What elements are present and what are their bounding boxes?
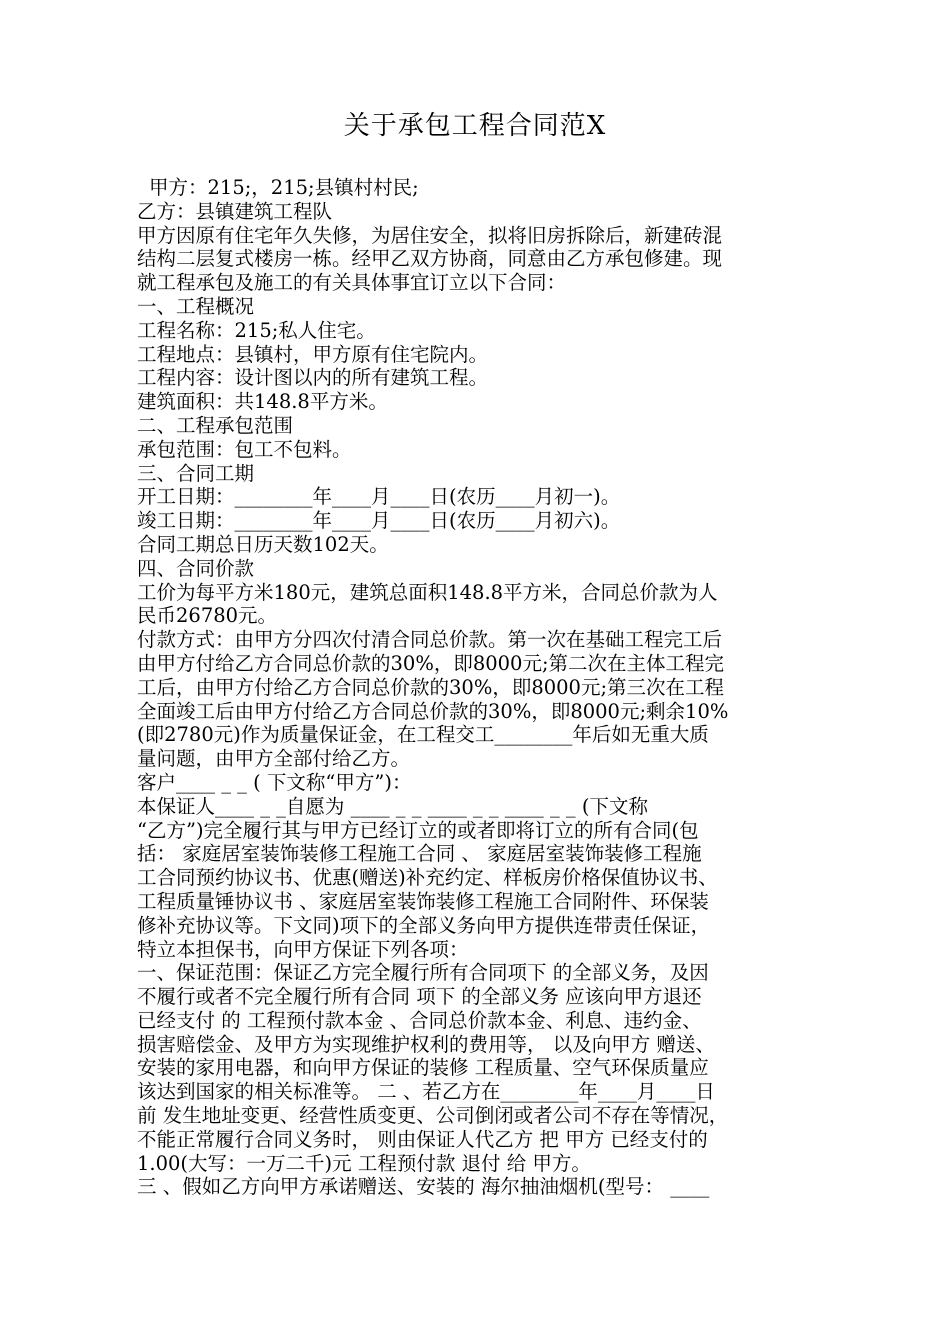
text-line: 1.00(大写：一万二千)元 工程预付款 退付 给 甲方。 (137, 1151, 591, 1175)
text-line: 工程质量锤协议书 、家庭居室装饰装修工程施工合同附件、环保装 (137, 889, 709, 913)
text-line: 民币26780元。 (137, 604, 278, 628)
text-line: 二、工程承包范围 (137, 413, 294, 437)
text-line: 本保证人____ _ _自愿为 ____ _ _ ____ _ _ ____ _ _ (下文称 (137, 794, 648, 818)
text-line: 竣工日期：________年____月____日(农历____月初六)。 (137, 509, 621, 533)
text-line: 工程名称：215;私人住宅。 (137, 318, 376, 342)
text-line: 括： 家庭居室装饰装修工程施工合同 、 家庭居室装饰装修工程施 (137, 842, 702, 866)
text-line: 不履行或者不完全履行所有合同 项下 的全部义务 应该向甲方退还 (137, 985, 702, 1009)
text-line: 工后，由甲方付给乙方合同总价款的30%，即8000元;第三次在工程 (137, 675, 725, 699)
text-line: 工程内容：设计图以内的所有建筑工程。 (137, 366, 489, 390)
text-line: 损害赔偿金、及甲方为实现维护权利的费用等， 以及向甲方 赠送、 (137, 1032, 715, 1056)
text-line: 乙方：县镇建筑工程队 (137, 199, 333, 223)
text-line: 量问题，由甲方全部付给乙方。 (137, 747, 411, 771)
text-line: 不能正常履行合同义务时， 则由保证人代乙方 把 甲方 已经支付的 (137, 1127, 708, 1151)
text-line: 三 、假如乙方向甲方承诺赠送、安装的 海尔抽油烟机(型号： ____ (137, 1175, 710, 1199)
text-line: 客户____ _ _ ( 下文称“甲方”)： (137, 770, 412, 794)
text-line: “乙方”)完全履行其与甲方已经订立的或者即将订立的所有合同(包 (137, 818, 699, 842)
text-line: 工价为每平方米180元，建筑总面积148.8平方米，合同总价款为人 (137, 580, 718, 604)
text-line: 三、合同工期 (137, 461, 255, 485)
document-body (137, 176, 817, 1199)
text-line: 该达到国家的相关标准等。 二 、若乙方在________年____月____日 (137, 1080, 715, 1104)
text-line: 付款方式：由甲方分四次付清合同总价款。第一次在基础工程完工后 (137, 628, 723, 652)
document-title: 关于承包工程合同范X (343, 111, 607, 141)
text-line: 甲方因原有住宅年久失修，为居住安全，拟将旧房拆除后，新建砖混 (137, 223, 723, 247)
text-line: 开工日期：________年____月____日(农历____月初一)。 (137, 485, 621, 509)
text-line: 前 发生地址变更、经营性质变更、公司倒闭或者公司不存在等情况， (137, 1104, 729, 1128)
text-line: 四、合同价款 (137, 556, 255, 580)
text-line: 全面竣工后由甲方付给乙方合同总价款的30%，即8000元;剩余10% (137, 699, 729, 723)
text-line: 工合同预约协议书、优惠(赠送)补充约定、样板房价格保值协议书、 (137, 866, 718, 890)
text-line: 由甲方付给乙方合同总价款的30%，即8000元;第二次在主体工程完 (137, 651, 725, 675)
text-line: 一、保证范围：保证乙方完全履行所有合同项下 的全部义务，及因 (137, 961, 709, 985)
text-line: (即2780元)作为质量保证金，在工程交工________年后如无重大质 (137, 723, 709, 747)
text-line: 建筑面积：共148.8平方米。 (137, 390, 388, 414)
text-line: 安装的家用电器，和向甲方保证的装修 工程质量、空气环保质量应 (137, 1056, 709, 1080)
text-line: 工程地点：县镇村，甲方原有住宅院内。 (137, 342, 489, 366)
text-line: 合同工期总日历天数102天。 (137, 532, 389, 556)
text-line: 修补充协议等。下文同)项下的全部义务向甲方提供连带责任保证， (137, 913, 711, 937)
text-line: 特立本担保书，向甲方保证下列各项： (137, 937, 469, 961)
text-line: 一、工程概况 (137, 294, 255, 318)
text-line: 就工程承包及施工的有关具体事宜订立以下合同： (137, 271, 567, 295)
text-line: 结构二层复式楼房一栋。经甲乙双方协商，同意由乙方承包修建。现 (137, 247, 723, 271)
text-line: 承包范围：包工不包料。 (137, 437, 352, 461)
text-line: 已经支付 的 工程预付款本金 、合同总价款本金、利息、违约金、 (137, 1008, 702, 1032)
text-line: 甲方：215;，215;县镇村村民; (149, 176, 419, 199)
